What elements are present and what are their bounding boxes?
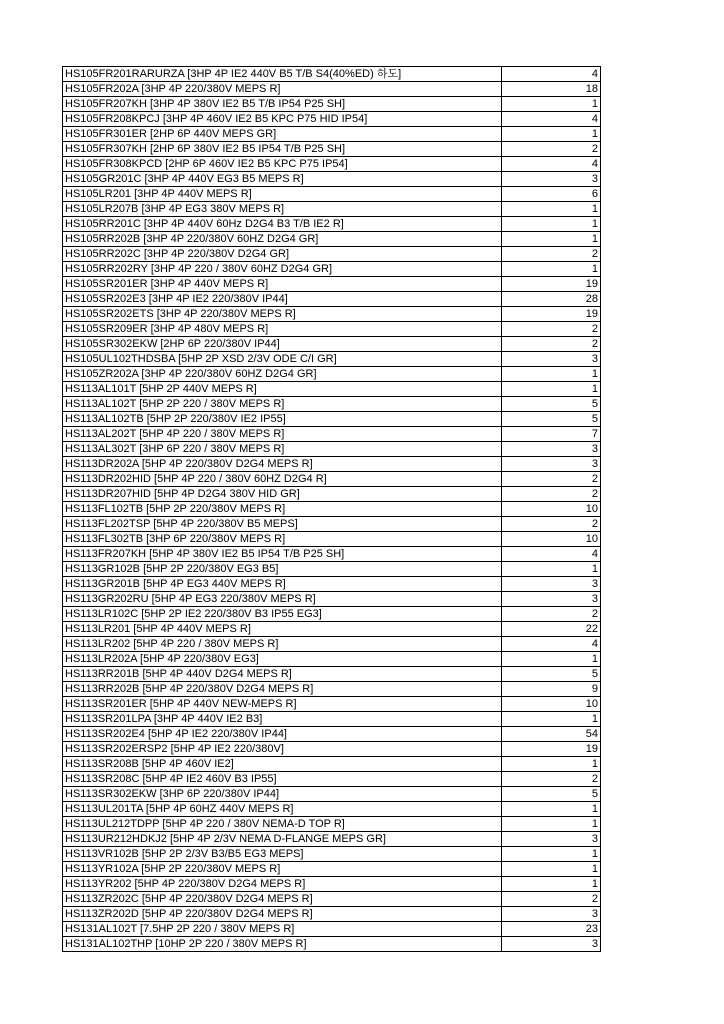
table-row xyxy=(63,367,601,382)
item-description-cell: HS113AL101T [5HP 2P 440V MEPS R] xyxy=(63,382,502,397)
item-description-cell: HS105FR307KH [2HP 6P 380V IE2 B5 IP54 T/B P25 SH] xyxy=(63,142,502,157)
table-row xyxy=(63,247,601,262)
table-row xyxy=(63,547,601,562)
table-row xyxy=(63,67,601,82)
quantity-cell: 2 xyxy=(502,142,601,157)
quantity-cell: 4 xyxy=(502,112,601,127)
item-description-cell: HS105LR207B [3HP 4P EG3 380V MEPS R] xyxy=(63,202,502,217)
item-description-cell: HS113SR208C [5HP 4P IE2 460V B3 IP55] xyxy=(63,772,502,787)
table-row xyxy=(63,562,601,577)
item-description-cell: HS105SR201ER [3HP 4P 440V MEPS R] xyxy=(63,277,502,292)
item-description-cell: HS113AL302T [3HP 6P 220 / 380V MEPS R] xyxy=(63,442,502,457)
table-row xyxy=(63,592,601,607)
quantity-cell: 2 xyxy=(502,487,601,502)
item-description-cell: HS113GR102B [5HP 2P 220/380V EG3 B5] xyxy=(63,562,502,577)
item-description-cell: HS113GR202RU [5HP 4P EG3 220/380V MEPS R] xyxy=(63,592,502,607)
table-row xyxy=(63,772,601,787)
table-row xyxy=(63,817,601,832)
table-row xyxy=(63,787,601,802)
item-description-cell: HS113AL202T [5HP 4P 220 / 380V MEPS R] xyxy=(63,427,502,442)
item-description-cell: HS113GR201B [5HP 4P EG3 440V MEPS R] xyxy=(63,577,502,592)
table-row xyxy=(63,802,601,817)
item-description-cell: HS113RR201B [5HP 4P 440V D2G4 MEPS R] xyxy=(63,667,502,682)
quantity-cell: 2 xyxy=(502,247,601,262)
item-description-cell: HS113FL102TB [5HP 2P 220/380V MEPS R] xyxy=(63,502,502,517)
table-row xyxy=(63,532,601,547)
item-description-cell: HS105FR301ER [2HP 6P 440V MEPS GR] xyxy=(63,127,502,142)
table-row xyxy=(63,277,601,292)
item-description-cell: HS105FR201RARURZA [3HP 4P IE2 440V B5 T/B S4(40%ED) 하도] xyxy=(63,67,502,82)
item-description-cell: HS105UL102THDSBA [5HP 2P XSD 2/3V ODE C/I GR] xyxy=(63,352,502,367)
item-description-cell: HS113SR202E4 [5HP 4P IE2 220/380V IP44] xyxy=(63,727,502,742)
table-row xyxy=(63,112,601,127)
quantity-cell: 4 xyxy=(502,157,601,172)
table-row xyxy=(63,427,601,442)
quantity-cell: 5 xyxy=(502,397,601,412)
quantity-cell: 3 xyxy=(502,352,601,367)
quantity-cell: 5 xyxy=(502,787,601,802)
quantity-cell: 3 xyxy=(502,592,601,607)
table-row xyxy=(63,937,601,952)
quantity-cell: 2 xyxy=(502,517,601,532)
quantity-cell: 3 xyxy=(502,937,601,952)
table-row xyxy=(63,202,601,217)
quantity-cell: 2 xyxy=(502,892,601,907)
table-row xyxy=(63,682,601,697)
table-row xyxy=(63,217,601,232)
table-row xyxy=(63,877,601,892)
table-row xyxy=(63,322,601,337)
item-description-cell: HS113LR202 [5HP 4P 220 / 380V MEPS R] xyxy=(63,637,502,652)
item-description-cell: HS105LR201 [3HP 4P 440V MEPS R] xyxy=(63,187,502,202)
quantity-cell: 10 xyxy=(502,532,601,547)
item-description-cell: HS113SR201LPA [3HP 4P 440V IE2 B3] xyxy=(63,712,502,727)
quantity-cell: 1 xyxy=(502,232,601,247)
item-description-cell: HS105FR208KPCJ [3HP 4P 460V IE2 B5 KPC P75 HID IP54] xyxy=(63,112,502,127)
item-description-cell: HS113SR302EKW [3HP 6P 220/380V IP44] xyxy=(63,787,502,802)
table-row xyxy=(63,292,601,307)
quantity-cell: 19 xyxy=(502,742,601,757)
table-row xyxy=(63,517,601,532)
table-row xyxy=(63,697,601,712)
quantity-cell: 2 xyxy=(502,337,601,352)
quantity-cell: 1 xyxy=(502,652,601,667)
item-description-cell: HS113UL212TDPP [5HP 4P 220 / 380V NEMA-D TOP R] xyxy=(63,817,502,832)
item-description-cell: HS105RR202RY [3HP 4P 220 / 380V 60HZ D2G4 GR] xyxy=(63,262,502,277)
quantity-cell: 18 xyxy=(502,82,601,97)
item-description-cell: HS113SR201ER [5HP 4P 440V NEW-MEPS R] xyxy=(63,697,502,712)
item-description-cell: HS105RR201C [3HP 4P 440V 60Hz D2G4 B3 T/B IE2 R] xyxy=(63,217,502,232)
table-row xyxy=(63,337,601,352)
quantity-cell: 3 xyxy=(502,577,601,592)
table-row xyxy=(63,412,601,427)
quantity-cell: 1 xyxy=(502,757,601,772)
item-description-cell: HS113UL201TA [5HP 4P 60HZ 440V MEPS R] xyxy=(63,802,502,817)
item-description-cell: HS113LR202A [5HP 4P 220/380V EG3] xyxy=(63,652,502,667)
item-description-cell: HS105SR302EKW [2HP 6P 220/380V IP44] xyxy=(63,337,502,352)
item-description-cell: HS105SR202E3 [3HP 4P IE2 220/380V IP44] xyxy=(63,292,502,307)
item-description-cell: HS105SR202ETS [3HP 4P 220/380V MEPS R] xyxy=(63,307,502,322)
quantity-cell: 7 xyxy=(502,427,601,442)
quantity-cell: 10 xyxy=(502,697,601,712)
item-description-cell: HS113ZR202C [5HP 4P 220/380V D2G4 MEPS R] xyxy=(63,892,502,907)
table-row xyxy=(63,667,601,682)
table-row xyxy=(63,757,601,772)
quantity-cell: 1 xyxy=(502,847,601,862)
item-description-cell: HS105FR207KH [3HP 4P 380V IE2 B5 T/B IP54 P25 SH] xyxy=(63,97,502,112)
table-row xyxy=(63,712,601,727)
item-description-cell: HS105RR202C [3HP 4P 220/380V D2G4 GR] xyxy=(63,247,502,262)
table-row xyxy=(63,142,601,157)
item-description-cell: HS105FR308KPCD [2HP 6P 460V IE2 B5 KPC P75 IP54] xyxy=(63,157,502,172)
quantity-cell: 3 xyxy=(502,442,601,457)
table-row xyxy=(63,187,601,202)
table-row xyxy=(63,262,601,277)
table-row xyxy=(63,127,601,142)
table-row xyxy=(63,457,601,472)
item-description-cell: HS113LR201 [5HP 4P 440V MEPS R] xyxy=(63,622,502,637)
quantity-cell: 1 xyxy=(502,877,601,892)
quantity-cell: 19 xyxy=(502,277,601,292)
item-description-cell: HS113YR102A [5HP 2P 220/380V MEPS R] xyxy=(63,862,502,877)
item-description-cell: HS131AL102T [7.5HP 2P 220 / 380V MEPS R] xyxy=(63,922,502,937)
quantity-cell: 2 xyxy=(502,322,601,337)
item-description-cell: HS113SR202ERSP2 [5HP 4P IE2 220/380V] xyxy=(63,742,502,757)
table-row xyxy=(63,922,601,937)
item-description-cell: HS113VR102B [5HP 2P 2/3V B3/B5 EG3 MEPS] xyxy=(63,847,502,862)
quantity-cell: 1 xyxy=(502,562,601,577)
item-description-cell: HS105ZR202A [3HP 4P 220/380V 60HZ D2G4 GR] xyxy=(63,367,502,382)
item-description-cell: HS113DR202HID [5HP 4P 220 / 380V 60HZ D2G4 R] xyxy=(63,472,502,487)
quantity-cell: 1 xyxy=(502,262,601,277)
table-row xyxy=(63,352,601,367)
item-description-cell: HS105SR209ER [3HP 4P 480V MEPS R] xyxy=(63,322,502,337)
inventory-table-body xyxy=(63,67,601,952)
item-description-cell: HS113YR202 [5HP 4P 220/380V D2G4 MEPS R] xyxy=(63,877,502,892)
quantity-cell: 5 xyxy=(502,667,601,682)
quantity-cell: 5 xyxy=(502,412,601,427)
table-row xyxy=(63,907,601,922)
quantity-cell: 3 xyxy=(502,172,601,187)
quantity-cell: 54 xyxy=(502,727,601,742)
quantity-cell: 28 xyxy=(502,292,601,307)
table-row xyxy=(63,232,601,247)
quantity-cell: 1 xyxy=(502,817,601,832)
item-description-cell: HS113AL102TB [5HP 2P 220/380V IE2 IP55] xyxy=(63,412,502,427)
table-row xyxy=(63,82,601,97)
quantity-cell: 1 xyxy=(502,802,601,817)
table-row xyxy=(63,172,601,187)
quantity-cell: 1 xyxy=(502,97,601,112)
table-row xyxy=(63,892,601,907)
item-description-cell: HS113FL302TB [3HP 6P 220/380V MEPS R] xyxy=(63,532,502,547)
quantity-cell: 1 xyxy=(502,712,601,727)
quantity-cell: 10 xyxy=(502,502,601,517)
item-description-cell: HS105FR202A [3HP 4P 220/380V MEPS R] xyxy=(63,82,502,97)
table-row xyxy=(63,157,601,172)
quantity-cell: 2 xyxy=(502,472,601,487)
table-row xyxy=(63,577,601,592)
item-description-cell: HS105RR202B [3HP 4P 220/380V 60HZ D2G4 GR] xyxy=(63,232,502,247)
quantity-cell: 3 xyxy=(502,832,601,847)
item-description-cell: HS113DR207HID [5HP 4P D2G4 380V HID GR] xyxy=(63,487,502,502)
quantity-cell: 3 xyxy=(502,457,601,472)
table-row xyxy=(63,487,601,502)
item-description-cell: HS113DR202A [5HP 4P 220/380V D2G4 MEPS R] xyxy=(63,457,502,472)
quantity-cell: 1 xyxy=(502,862,601,877)
quantity-cell: 6 xyxy=(502,187,601,202)
table-row xyxy=(63,502,601,517)
quantity-cell: 22 xyxy=(502,622,601,637)
quantity-cell: 1 xyxy=(502,202,601,217)
table-row xyxy=(63,442,601,457)
item-description-cell: HS113ZR202D [5HP 4P 220/380V D2G4 MEPS R] xyxy=(63,907,502,922)
table-row xyxy=(63,397,601,412)
item-description-cell: HS113LR102C [5HP 2P IE2 220/380V B3 IP55 EG3] xyxy=(63,607,502,622)
table-row xyxy=(63,847,601,862)
quantity-cell: 4 xyxy=(502,547,601,562)
quantity-cell: 2 xyxy=(502,772,601,787)
quantity-cell: 4 xyxy=(502,637,601,652)
item-description-cell: HS113FL202TSP [5HP 4P 220/380V B5 MEPS] xyxy=(63,517,502,532)
item-description-cell: HS131AL102THP [10HP 2P 220 / 380V MEPS R] xyxy=(63,937,502,952)
item-description-cell: HS113AL102T [5HP 2P 220 / 380V MEPS R] xyxy=(63,397,502,412)
table-row xyxy=(63,607,601,622)
inventory-table xyxy=(62,66,601,952)
item-description-cell: HS105GR201C [3HP 4P 440V EG3 B5 MEPS R] xyxy=(63,172,502,187)
item-description-cell: HS113SR208B [5HP 4P 460V IE2] xyxy=(63,757,502,772)
item-description-cell: HS113FR207KH [5HP 4P 380V IE2 B5 IP54 T/B P25 SH] xyxy=(63,547,502,562)
table-row xyxy=(63,832,601,847)
quantity-cell: 1 xyxy=(502,382,601,397)
table-row xyxy=(63,652,601,667)
item-description-cell: HS113UR212HDKJ2 [5HP 4P 2/3V NEMA D-FLANGE MEPS GR] xyxy=(63,832,502,847)
quantity-cell: 19 xyxy=(502,307,601,322)
table-row xyxy=(63,307,601,322)
quantity-cell: 3 xyxy=(502,907,601,922)
table-row xyxy=(63,862,601,877)
quantity-cell: 9 xyxy=(502,682,601,697)
table-row xyxy=(63,622,601,637)
quantity-cell: 2 xyxy=(502,607,601,622)
quantity-cell: 1 xyxy=(502,127,601,142)
quantity-cell: 1 xyxy=(502,367,601,382)
table-row xyxy=(63,97,601,112)
table-row xyxy=(63,742,601,757)
item-description-cell: HS113RR202B [5HP 4P 220/380V D2G4 MEPS R] xyxy=(63,682,502,697)
table-row xyxy=(63,727,601,742)
quantity-cell: 4 xyxy=(502,67,601,82)
table-row xyxy=(63,382,601,397)
table-row xyxy=(63,637,601,652)
table-row xyxy=(63,472,601,487)
quantity-cell: 1 xyxy=(502,217,601,232)
quantity-cell: 23 xyxy=(502,922,601,937)
